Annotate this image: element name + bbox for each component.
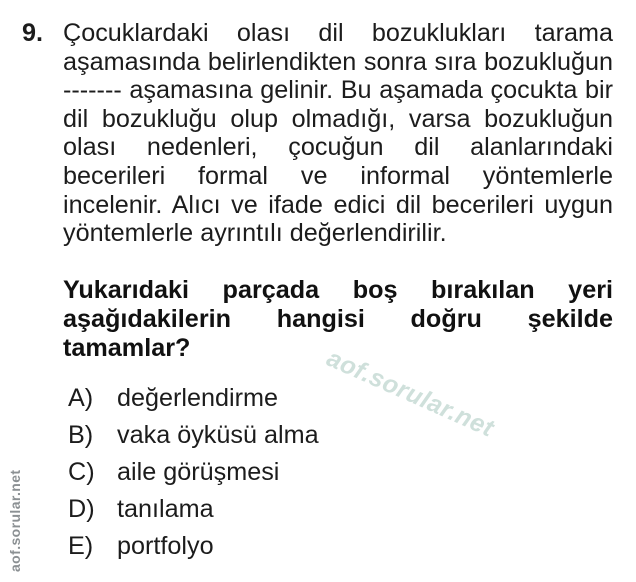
- watermark-vertical: aof.sorular.net: [7, 469, 23, 572]
- question-stem: Yukarıdaki parçada boş bırakılan yeri aşağıdakilerin hangisi doğru şekilde tamamlar?: [63, 276, 613, 362]
- option-d: [63, 495, 613, 524]
- option-e: [63, 532, 613, 561]
- question-body: [63, 19, 613, 569]
- question-block: [22, 19, 613, 569]
- option-a: [63, 384, 613, 413]
- option-c-text: aile görüşmesi: [117, 458, 280, 487]
- watermark-diagonal: aof.sorular.net: [322, 344, 499, 443]
- option-c: [63, 458, 613, 487]
- option-a-text: değerlendirme: [117, 384, 279, 413]
- option-a-letter: A): [68, 384, 94, 413]
- option-e-text: portfolyo: [117, 532, 214, 561]
- options-list: [63, 384, 613, 561]
- option-d-text: tanılama: [117, 495, 214, 524]
- question-passage: Çocuklardaki olası dil bozuklukları tarama aşamasında belirlendikten sonra sıra bozukluğun ------- aşamasına gelinir. Bu aşamada çocukta bir dil bozukluğu olup olmadığı, varsa bozukluğun olası nedenleri, çocuğun dil alanlarındaki becerileri formal ve informal yöntemlerle incelenir. Alıcı ve ifade edici dil becerileri uygun yöntemlerle ayrıntılı değerlendirilir.: [63, 19, 613, 248]
- option-d-letter: D): [68, 495, 95, 524]
- option-b-text: vaka öyküsü alma: [117, 421, 319, 450]
- option-e-letter: E): [68, 532, 94, 561]
- question-number: 9.: [22, 19, 44, 47]
- option-c-letter: C): [68, 458, 95, 487]
- option-b: [63, 421, 613, 450]
- option-b-letter: B): [68, 421, 94, 450]
